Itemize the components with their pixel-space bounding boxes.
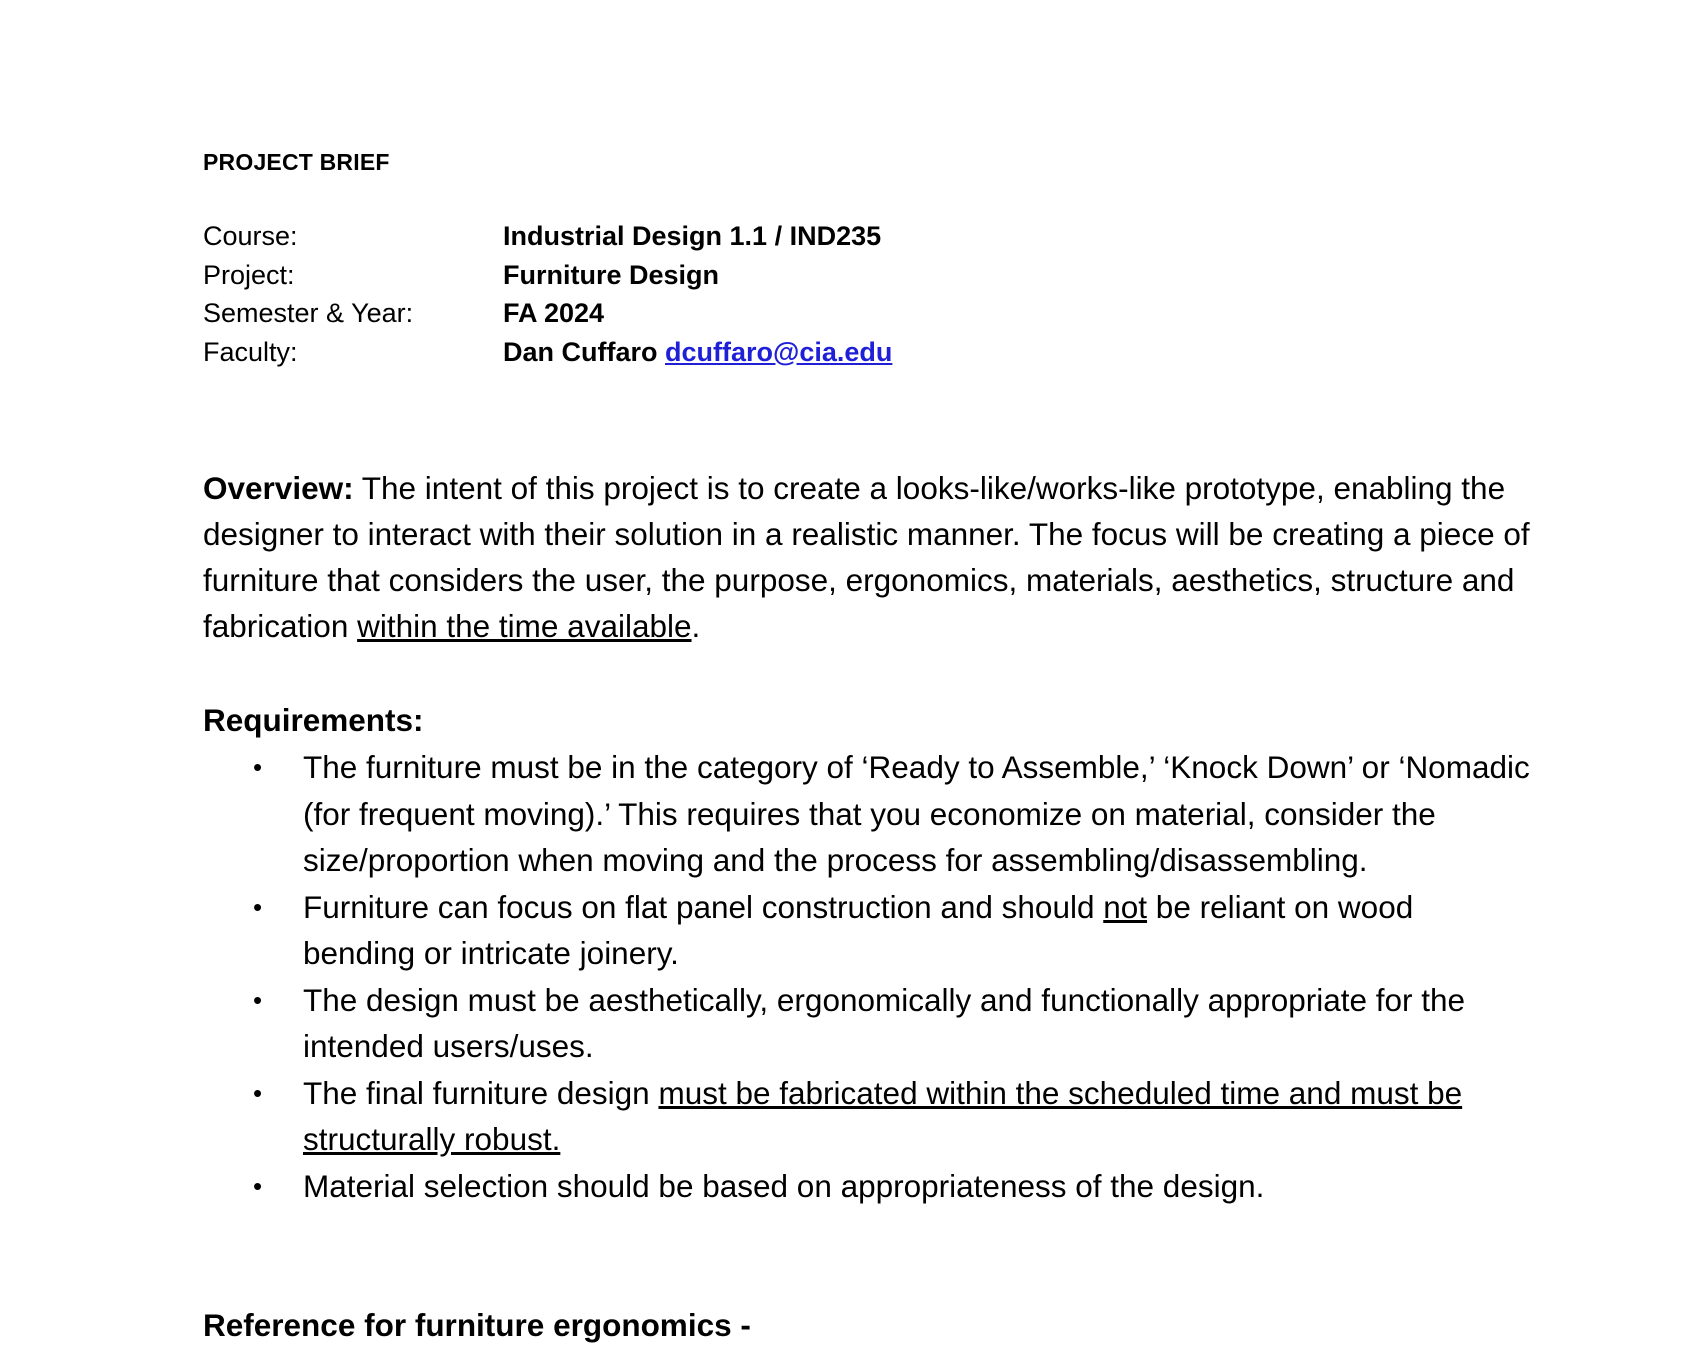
faculty-value — [503, 333, 892, 372]
requirement-text-end: be reliant on wood bending or intricate joinery. — [303, 888, 1414, 971]
bullet-icon: • — [253, 752, 263, 782]
semester-row — [203, 294, 892, 333]
project-row — [203, 256, 892, 295]
requirements-list — [203, 744, 1533, 1209]
requirement-text: Material selection should be based on appropriateness of the design. — [303, 1167, 1265, 1204]
faculty-name: Dan Cuffaro — [503, 336, 658, 367]
overview-period: . — [691, 608, 701, 644]
requirement-text: The furniture must be in the category of ‘Ready to Assemble,’ ‘Knock Down’ or ‘Nomadic (for frequent moving).’ This requires that you economize on material, consider the size/proportion when moving and the process for assembling/disassembling. — [303, 749, 1530, 878]
requirement-text: The design must be aesthetically, ergonomically and functionally appropriate for the intended users/uses. — [303, 981, 1466, 1064]
bullet-icon: • — [253, 984, 263, 1015]
requirement-item — [203, 977, 1533, 1070]
faculty-email-link[interactable]: dcuffaro@cia.edu — [665, 336, 893, 367]
faculty-row — [203, 333, 892, 372]
project-info-table — [203, 217, 892, 371]
requirement-underlined-text: not — [1103, 888, 1148, 925]
requirement-underlined-text: must be fabricated within the scheduled time and must be structurally robust. — [303, 1074, 1463, 1157]
semester-value: FA 2024 — [503, 298, 605, 328]
bullet-icon: • — [253, 1170, 263, 1201]
project-label: Project: — [203, 259, 295, 290]
bullet-icon: • — [253, 891, 263, 922]
faculty-label: Faculty: — [203, 336, 298, 367]
requirement-item — [203, 744, 1533, 884]
requirement-item — [203, 884, 1533, 977]
overview-heading: Overview: — [203, 470, 354, 506]
requirements-heading: Requirements: — [203, 702, 424, 738]
overview-text: The intent of this project is to create a looks-like/works-like prototype, enabling the designer to interact with their solution in a realistic manner. The focus will be creating a piece of furniture that considers the user, the purpose, ergonomics, materials, aesthetics, structure and fabrication — [203, 470, 1530, 644]
requirement-item — [203, 1163, 1533, 1210]
project-value: Furniture Design — [503, 259, 720, 290]
bullet-icon: • — [253, 1077, 263, 1108]
document-label: PROJECT BRIEF — [203, 149, 390, 175]
course-label: Course: — [203, 221, 298, 251]
course-row — [203, 217, 892, 256]
requirement-text-start: The final furniture design — [303, 1074, 659, 1111]
overview-underlined-text: within the time available — [357, 608, 692, 644]
course-value: Industrial Design 1.1 / IND235 — [503, 221, 882, 251]
requirement-item — [203, 1070, 1533, 1163]
semester-label: Semester & Year: — [203, 298, 414, 328]
requirement-text-start: Furniture can focus on flat panel construction and should — [303, 888, 1104, 925]
overview-paragraph — [203, 465, 1533, 649]
ergonomics-reference-heading: Reference for furniture ergonomics - — [203, 1307, 751, 1343]
